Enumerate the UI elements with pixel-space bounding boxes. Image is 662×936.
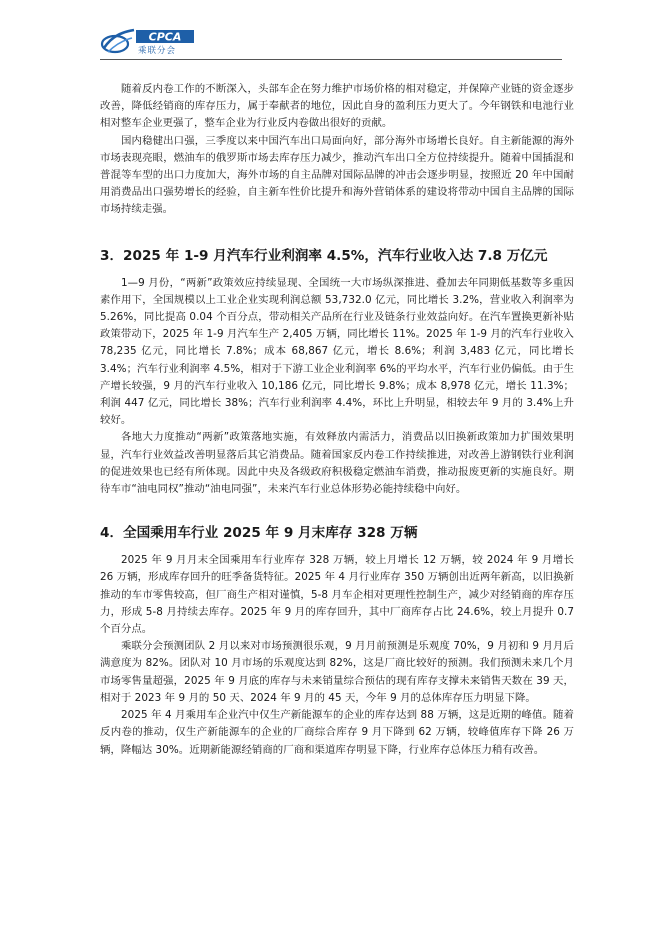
paragraph: 乘联分会预测团队 2 月以来对市场预测很乐观，9 月月前预测是乐观度 70%，9 月初和 9 月月后满意度为 82%。团队对 10 月市场的乐观度达到 82%，这是厂商比较好的预测。我们预测未来几个月市场零售量超强，2025 年 9 月底的库存与未来销量综合预估的现有库存支撑未来销售天数在 39 天，相对于 2023 年 9 月的 50 天、2024 年 9 月的 45 天，今年 9 月的总体库存压力明显下降。	[100, 640, 574, 704]
paragraph: 国内稳健出口强，三季度以来中国汽车出口局面向好，部分海外市场增长良好。自主新能源的海外市场表现亮眼，燃油车的俄罗斯市场去库存压力减少，推动汽车出口全方位持续提升。随着中国插混和普混等车型的出口力度加大，海外市场的自主品牌对国际品牌的冲击会逐步明显，按照近 20 年中国耐用消费品出口强势增长的经验，自主新车性价比提升和海外营销体系的建设将带动中国自主品牌的国际市场持续走强。	[100, 134, 574, 216]
page-header	[100, 26, 562, 62]
cpca-logo	[100, 26, 210, 56]
section-heading: 4．全国乘用车行业 2025 年 9 月末库存 328 万辆	[100, 525, 418, 542]
paragraph: 各地大力度推动“两新”政策落地实施，有效释放内需活力，消费品以旧换新政策加力扩围效果明显，汽车行业效益改善明显落后其它消费品。随着国家反内卷工作持续推进，对改善上游钢铁行业利润的促进效果也已经有所体现。因此中央及各级政府积极稳定燃油车消费，推动报废更新的实施良好。期待车市“油电同权”推动“油电同强”，未来汽车行业总体形势必能持续稳中向好。	[100, 431, 574, 496]
logo-subtext: 乘联分会	[138, 46, 177, 56]
paragraph: 2025 年 4 月乘用车企业汽中仅生产新能源车的企业的库存达到 88 万辆，这是近期的峰值。随着反内卷的推动，仅生产新能源车的企业的厂商综合库存 9 月下降到 62 万辆，较峰值库存下降 26 万辆，降幅达 30%。近期新能源经销商的厂商和渠道库存明显下降，行业库存总体压力稍有改善。	[100, 709, 574, 756]
paragraph: 2025 年 9 月月末全国乘用车行业库存 328 万辆，较上月增长 12 万辆，较 2024 年 9 月增长 26 万辆，形成库存回升的旺季备货特征。2025 年 4 月行业库存 350 万辆创出近两年新高，以旧换新推动的车市零售较高，但厂商生产相对谨慎，5-8 月车企相对更理性控制生产，减少对经销商的库存压力，形成 5-8 月持续去库存。2025 年 9 月的库存回升，其中厂商库存占比 24.6%，较上月提升 0.7 个百分点。	[100, 554, 574, 636]
logo-text: CPCA	[148, 30, 182, 44]
paragraph: 1—9 月份，“两新”政策效应持续显现、全国统一大市场纵深推进、叠加去年同期低基数等多重因素作用下，全国规模以上工业企业实现利润总额 53,732.0 亿元，同比增长 3.2%，营业收入利润率为 5.26%，同比提高 0.04 个百分点，带动相关产品所在行业及链条行业效益向好。在汽车置换更新补贴政策带动下，2025 年 1-9 月汽车生产 2,405 万辆，同比增长 11%。2025 年 1-9 月的汽车行业收入 78,235 亿元，同比增长 7.8%；成本 68,867 亿元，增长 8.6%；利润 3,483 亿元，同比增长 3.4%；汽车行业利润率 4.5%，相对于下游工业企业利润率 6%的平均水平，汽车行业仍偏低。由于生产增长较强，9 月的汽车行业收入 10,186 亿元，同比增长 9.8%；成本 8,978 亿元，增长 11.3%；利润 447 亿元，同比增长 38%；汽车行业利润率 4.4%，环比上升明显，相较去年 9 月的 3.4%上升较好。	[100, 276, 574, 427]
section-heading: 3．2025 年 1-9 月汽车行业利润率 4.5%，汽车行业收入达 7.8 万亿元	[100, 247, 548, 264]
header-rule	[100, 59, 562, 60]
document-body	[100, 81, 574, 759]
paragraph: 随着反内卷工作的不断深入，头部车企在努力维护市场价格的相对稳定，并保障产业链的资金逐步改善，降低经销商的库存压力，属于奉献者的地位，因此自身的盈利压力更大了。今年钢铁和电池行业相对整车企业更强了，整车企业为行业反内卷做出很好的贡献。	[100, 83, 574, 130]
globe-swoosh-icon	[102, 30, 134, 52]
